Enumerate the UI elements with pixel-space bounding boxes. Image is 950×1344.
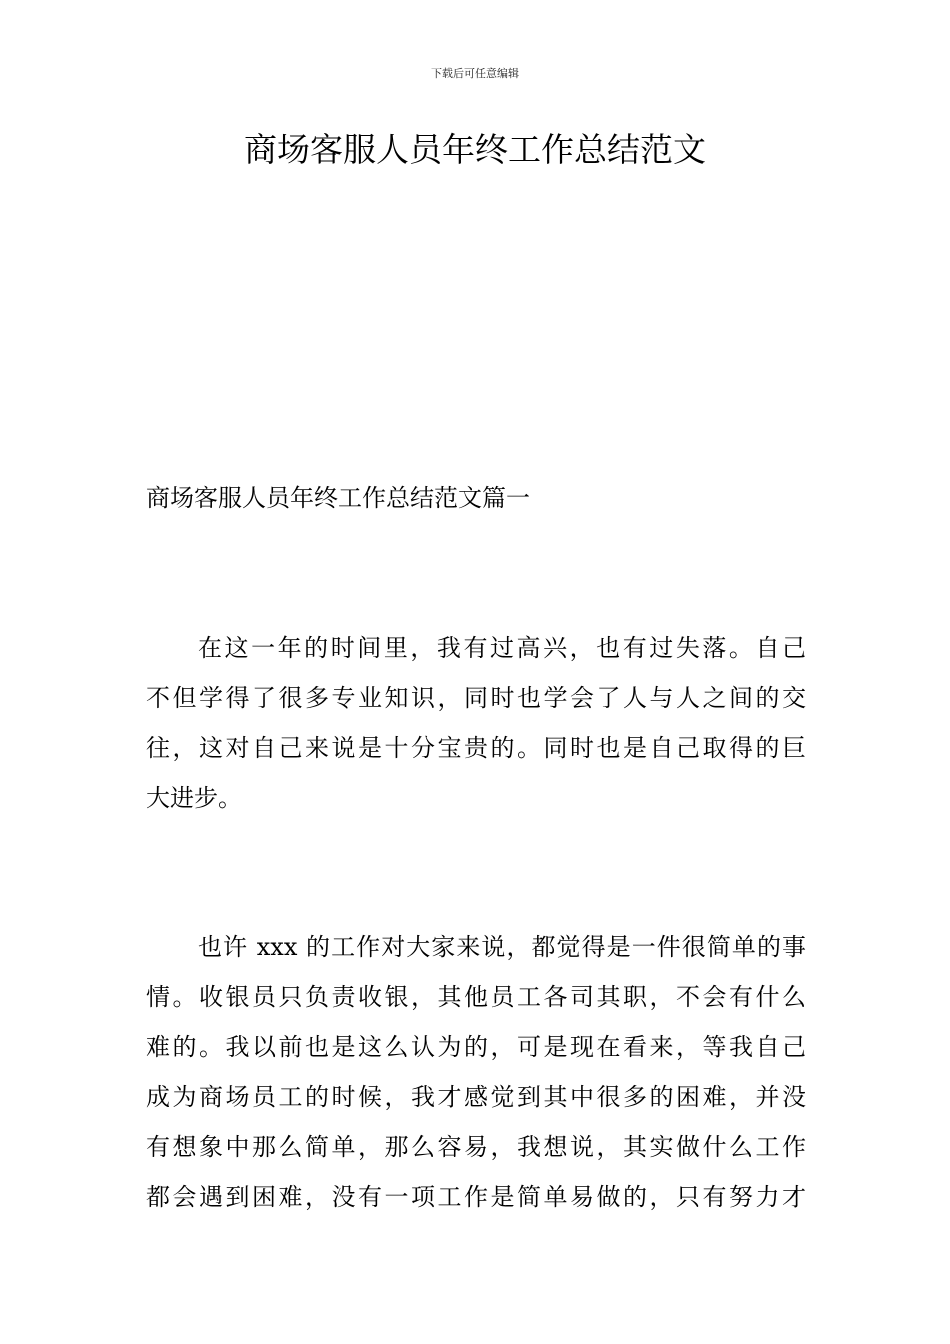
- paragraph-line: 在这一年的时间里，我有过高兴，也有过失落。自己: [198, 634, 806, 662]
- page-header-note: 下载后可任意编辑: [431, 67, 519, 80]
- paragraph-line: 都会遇到困难，没有一项工作是简单易做的，只有努力才: [146, 1183, 806, 1211]
- paragraph-2: [146, 922, 806, 1222]
- document-title: 商场客服人员年终工作总结范文: [244, 130, 706, 169]
- section-heading: 商场客服人员年终工作总结范文篇一: [146, 484, 530, 512]
- paragraph-line: 大进步。: [146, 784, 242, 812]
- paragraph-line: 有想象中那么简单，那么容易，我想说，其实做什么工作: [146, 1133, 806, 1161]
- paragraph-line: 不但学得了很多专业知识，同时也学会了人与人之间的交: [146, 684, 806, 712]
- paragraph-line: 成为商场员工的时候，我才感觉到其中很多的困难，并没: [146, 1083, 806, 1111]
- paragraph-line: 难的。我以前也是这么认为的，可是现在看来，等我自己: [146, 1033, 806, 1061]
- paragraph-1: [146, 623, 806, 823]
- paragraph-line: 往，这对自己来说是十分宝贵的。同时也是自己取得的巨: [146, 734, 806, 762]
- paragraph-line: 情。收银员只负责收银，其他员工各司其职，不会有什么: [146, 983, 806, 1011]
- paragraph-line: 也许 xxx 的工作对大家来说，都觉得是一件很简单的事: [198, 933, 806, 961]
